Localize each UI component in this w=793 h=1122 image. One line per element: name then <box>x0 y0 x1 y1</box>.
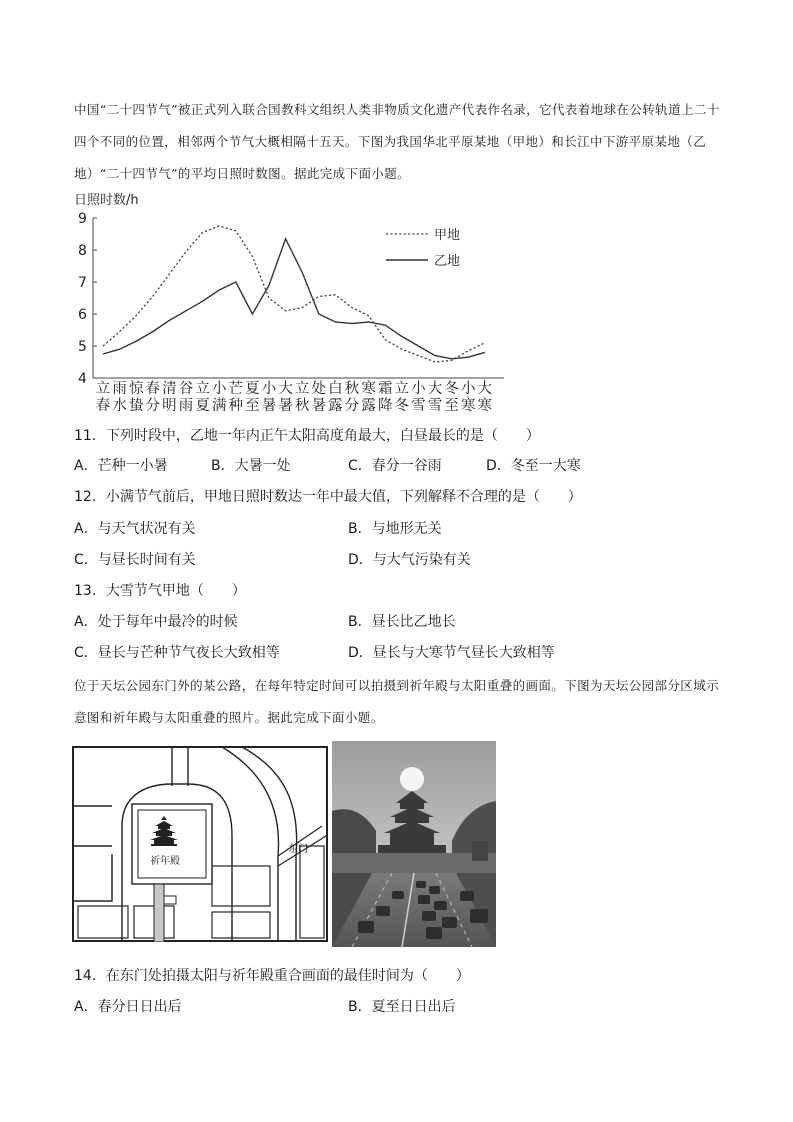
x-tick-label: 分 <box>344 398 360 414</box>
q14-option-b[interactable]: B．夏至日日出后 <box>348 999 456 1015</box>
x-tick-label: 大 <box>477 381 493 397</box>
x-tick-label: 大 <box>427 381 443 397</box>
x-tick-label: 立 <box>294 381 310 397</box>
x-tick-label: 明 <box>162 398 177 414</box>
y-tick-label: 4 <box>78 371 87 387</box>
x-tick-label: 小 <box>211 381 227 397</box>
y-tick-label: 8 <box>78 243 87 259</box>
chart-y-axis-label: 日照时数/h <box>74 193 139 208</box>
x-tick-label: 分 <box>145 398 161 414</box>
x-tick-label: 夏 <box>245 381 260 397</box>
x-tick-label: 春 <box>95 398 111 414</box>
x-axis-tick-labels <box>96 379 493 414</box>
x-tick-label: 蛰 <box>128 398 144 414</box>
x-tick-label: 降 <box>377 398 393 414</box>
series-line-jia <box>103 226 485 362</box>
x-tick-label: 寒 <box>477 398 493 414</box>
tiantan-park-map <box>72 746 328 942</box>
x-tick-label: 暑 <box>311 398 327 414</box>
q11-stem: 11．下列时段中，乙地一年内正午太阳高度角最大，白昼最长的是（ ） <box>74 428 540 444</box>
x-tick-label: 冬 <box>394 398 410 414</box>
x-tick-label: 露 <box>328 398 343 414</box>
y-tick-label: 6 <box>78 307 87 323</box>
x-tick-label: 冬 <box>444 381 459 397</box>
intro-paragraph-2: 位于天坛公园东门外的某公路，在每年特定时间可以拍摄到祈年殿与太阳重叠的画面。下图为天坛公园部分区域示意图和祈年殿与太阳重叠的照片。据此完成下面小题。 <box>74 678 720 725</box>
x-tick-label: 白 <box>328 381 343 397</box>
x-tick-label: 夏 <box>195 398 210 414</box>
q12-option-d[interactable]: D．与大气污染有关 <box>348 552 471 568</box>
x-tick-label: 小 <box>411 381 426 397</box>
q13-option-b[interactable]: B．昼长比乙地长 <box>348 614 456 630</box>
series-line-yi <box>103 239 485 359</box>
map-label-east-gate: 东门 <box>288 844 308 855</box>
x-tick-label: 立 <box>195 381 210 397</box>
q12-option-c[interactable]: C．与昼长时间有关 <box>74 552 196 568</box>
sunshine-hours-chart <box>66 188 516 416</box>
y-tick-label: 7 <box>78 275 87 291</box>
x-tick-label: 寒 <box>361 381 376 397</box>
x-tick-label: 谷 <box>178 381 194 397</box>
x-tick-label: 立 <box>95 381 111 397</box>
x-tick-label: 至 <box>245 398 260 414</box>
q14-option-a[interactable]: A．春分日日出后 <box>74 999 182 1015</box>
x-tick-label: 处 <box>311 381 327 397</box>
legend-label-yi: 乙地 <box>434 254 461 269</box>
x-tick-label: 雨 <box>178 398 194 414</box>
x-tick-label: 雨 <box>112 381 127 397</box>
q13-stem: 13．大雪节气甲地（ ） <box>74 583 246 599</box>
x-tick-label: 种 <box>228 398 244 414</box>
x-tick-label: 雪 <box>411 398 426 414</box>
x-tick-label: 水 <box>112 398 127 414</box>
q11-option-c[interactable]: C．春分一谷雨 <box>348 458 442 474</box>
x-tick-label: 至 <box>444 398 459 414</box>
q11-option-a[interactable]: A．芒种一小暑 <box>74 458 168 474</box>
intro-paragraph-1: 中国“二十四节气”被正式列入联合国教科文组织人类非物质文化遗产代表作名录，它代表着地球在公转轨道上二十四个不同的位置，相邻两个节气大概相隔十五天。下图为我国华北平原某地（甲地）和长江中下游平原某地（乙地）“二十四节气”的平均日照时数图。据此完成下面小题。 <box>74 102 720 181</box>
chart-legend <box>386 227 460 269</box>
x-tick-label: 大 <box>278 381 293 397</box>
x-tick-label: 露 <box>361 398 376 414</box>
x-tick-label: 立 <box>394 381 410 397</box>
q13-option-a[interactable]: A．处于每年中最冷的时候 <box>74 614 238 630</box>
map-label-qiniandian: 祈年殿 <box>150 856 180 867</box>
q11-option-d[interactable]: D．冬至一大寒 <box>486 458 581 474</box>
q12-option-b[interactable]: B．与地形无关 <box>348 521 442 537</box>
temple-sun-photo <box>332 741 496 947</box>
x-tick-label: 惊 <box>128 381 144 397</box>
x-tick-label: 满 <box>211 398 227 414</box>
q13-option-d[interactable]: D．昼长与大寒节气昼长大致相等 <box>348 645 555 661</box>
x-tick-label: 小 <box>460 381 476 397</box>
x-tick-label: 秋 <box>294 398 310 414</box>
x-tick-label: 清 <box>162 381 177 397</box>
y-axis-ticks <box>78 211 97 387</box>
y-tick-label: 5 <box>78 339 87 355</box>
q13-option-c[interactable]: C．昼长与芒种节气夜长大致相等 <box>74 645 280 661</box>
x-tick-label: 小 <box>261 381 277 397</box>
x-tick-label: 暑 <box>261 398 277 414</box>
q12-stem: 12．小满节气前后，甲地日照时数达一年中最大值，下列解释不合理的是（ ） <box>74 489 582 505</box>
x-tick-label: 芒 <box>228 381 244 397</box>
legend-label-jia: 甲地 <box>434 228 461 243</box>
x-tick-label: 寒 <box>460 398 476 414</box>
q12-option-a[interactable]: A．与天气状况有关 <box>74 521 196 537</box>
q11-option-b[interactable]: B．大暑一处 <box>211 458 291 474</box>
x-tick-label: 雪 <box>427 398 443 414</box>
x-tick-label: 春 <box>145 381 161 397</box>
x-tick-label: 霜 <box>377 381 393 397</box>
y-tick-label: 9 <box>78 211 87 227</box>
x-tick-label: 秋 <box>344 381 360 397</box>
q14-stem: 14．在东门处拍摄太阳与祈年殿重合画面的最佳时间为（ ） <box>74 968 470 984</box>
x-tick-label: 暑 <box>278 398 293 414</box>
sun-icon <box>400 767 424 791</box>
